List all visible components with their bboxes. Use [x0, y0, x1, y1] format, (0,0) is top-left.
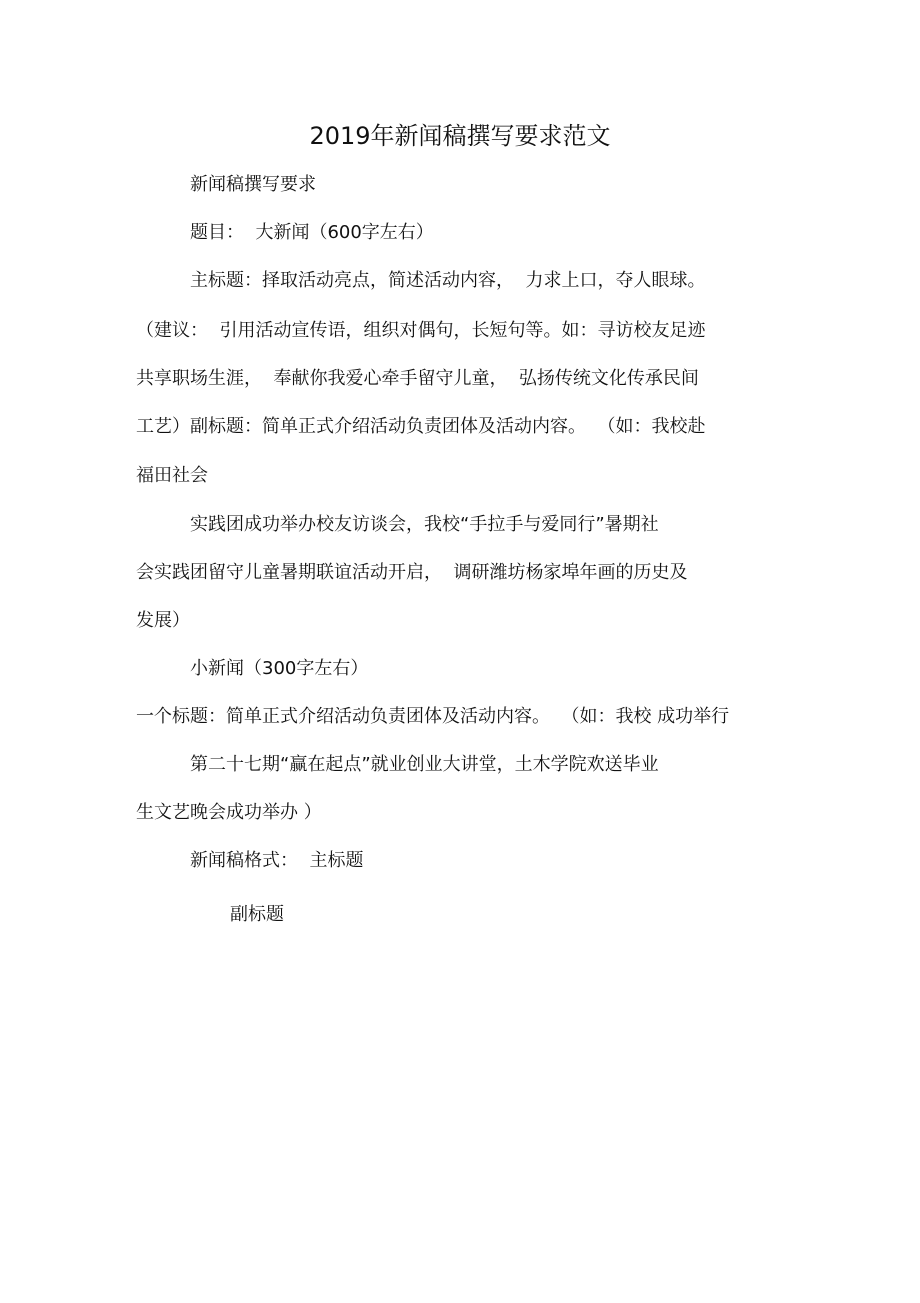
paragraph-line: 共享职场生涯， 奉献你我爱心牵手留守儿童， 弘扬传统文化传承民间: [136, 368, 699, 389]
paragraph-line: 一个标题：简单正式介绍活动负责团体及活动内容。 （如：我校 成功举行: [136, 706, 730, 727]
document-title: 2019年新闻稿撰写要求范文: [309, 122, 611, 150]
paragraph-line: 小新闻（300字左右）: [190, 658, 369, 679]
paragraph-line: 福田社会: [136, 465, 208, 486]
paragraph-line: 新闻稿撰写要求: [190, 174, 316, 195]
paragraph-line: 会实践团留守儿童暑期联谊活动开启， 调研潍坊杨家埠年画的历史及: [136, 562, 688, 583]
paragraph-line: 第二十七期“赢在起点”就业创业大讲堂，土木学院欢送毕业: [190, 754, 659, 775]
paragraph-line: 生文艺晚会成功举办 ）: [136, 802, 322, 823]
paragraph-line: （建议： 引用活动宣传语，组织对偶句，长短句等。如：寻访校友足迹: [136, 320, 706, 341]
paragraph-line: 题目： 大新闻（600字左右）: [190, 222, 434, 243]
paragraph-line: 副标题: [230, 904, 284, 925]
paragraph-line: 工艺）副标题：简单正式介绍活动负责团体及活动内容。 （如：我校赴: [136, 416, 706, 437]
paragraph-line: 发展）: [136, 610, 190, 631]
paragraph-line: 主标题：择取活动亮点，简述活动内容， 力求上口，夺人眼球。: [190, 270, 706, 291]
paragraph-line: 实践团成功举办校友访谈会，我校“手拉手与爱同行”暑期社: [190, 514, 659, 535]
paragraph-line: 新闻稿格式： 主标题: [190, 850, 364, 871]
